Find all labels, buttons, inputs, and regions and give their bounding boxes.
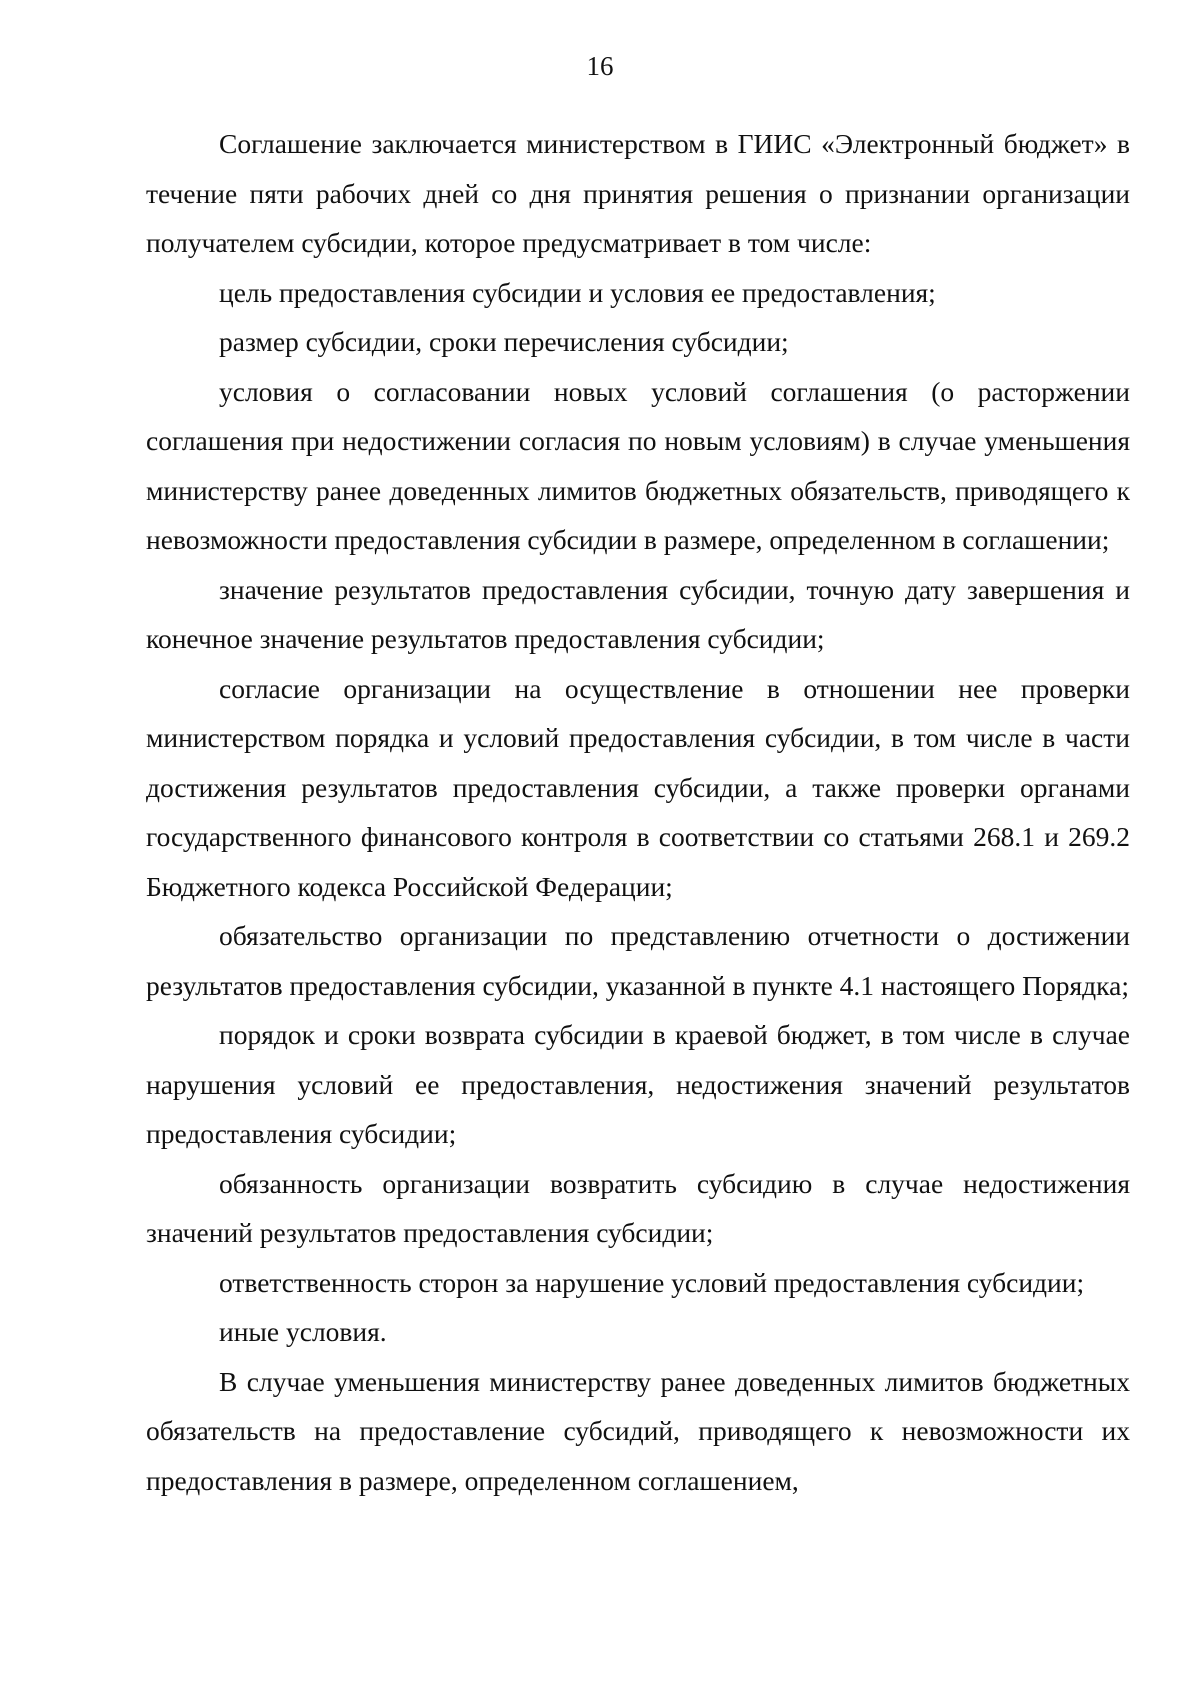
paragraph-liability: ответственность сторон за нарушение условий предоставления субсидии; <box>219 1266 1085 1298</box>
paragraph-subsidy-purpose: цель предоставления субсидии и условия ее предоставления; <box>219 276 936 308</box>
paragraph-agreement-intro: Соглашение заключается министерством в ГИИС «Электронный бюджет» в течение пяти рабочих дней со дня принятия решения о признании организации получателем субсидии, которое предусматривает в том числе: <box>146 128 1130 258</box>
paragraph-reporting-obligation: обязательство организации по представлению отчетности о достижении результатов предоставления субсидии, указанной в пункте 4.1 настоящего Порядка; <box>146 920 1130 1001</box>
page-number: 16 <box>586 51 614 81</box>
paragraph-other-conditions: иные условия. <box>219 1316 387 1347</box>
document-body <box>146 119 1130 1505</box>
paragraph-return-procedure: порядок и сроки возврата субсидии в краевой бюджет, в том числе в случае нарушения условий ее предоставления, недостижения значений результатов предоставления субсидии; <box>146 1019 1130 1149</box>
paragraph-subsidy-amount: размер субсидии, сроки перечисления субсидии; <box>219 326 789 357</box>
paragraph-inspection-consent: согласие организации на осуществление в отношении нее проверки министерством порядка и условий предоставления субсидии, в том числе в части достижения результатов предоставления субсидии, а также проверки органами государственного финансового контроля в соответствии со статьями 268.1 и 269.2 Бюджетного кодекса Российской Федерации; <box>146 672 1130 902</box>
paragraph-results-value: значение результатов предоставления субсидии, точную дату завершения и конечное значение результатов предоставления субсидии; <box>146 573 1130 654</box>
paragraph-new-conditions: условия о согласовании новых условий соглашения (о расторжении соглашения при недостижении согласия по новым условиям) в случае уменьшения министерству ранее доведенных лимитов бюджетных обязательств, приводящего к невозможности предоставления субсидии в размере, определенном в соглашении; <box>146 375 1130 555</box>
paragraph-limits-reduction: В случае уменьшения министерству ранее доведенных лимитов бюджетных обязательств на предоставление субсидий, приводящего к невозможности их предоставления в размере, определенном соглашением, <box>146 1365 1130 1496</box>
paragraph-return-duty: обязанность организации возвратить субсидию в случае недостижения значений результатов предоставления субсидии; <box>146 1167 1130 1248</box>
